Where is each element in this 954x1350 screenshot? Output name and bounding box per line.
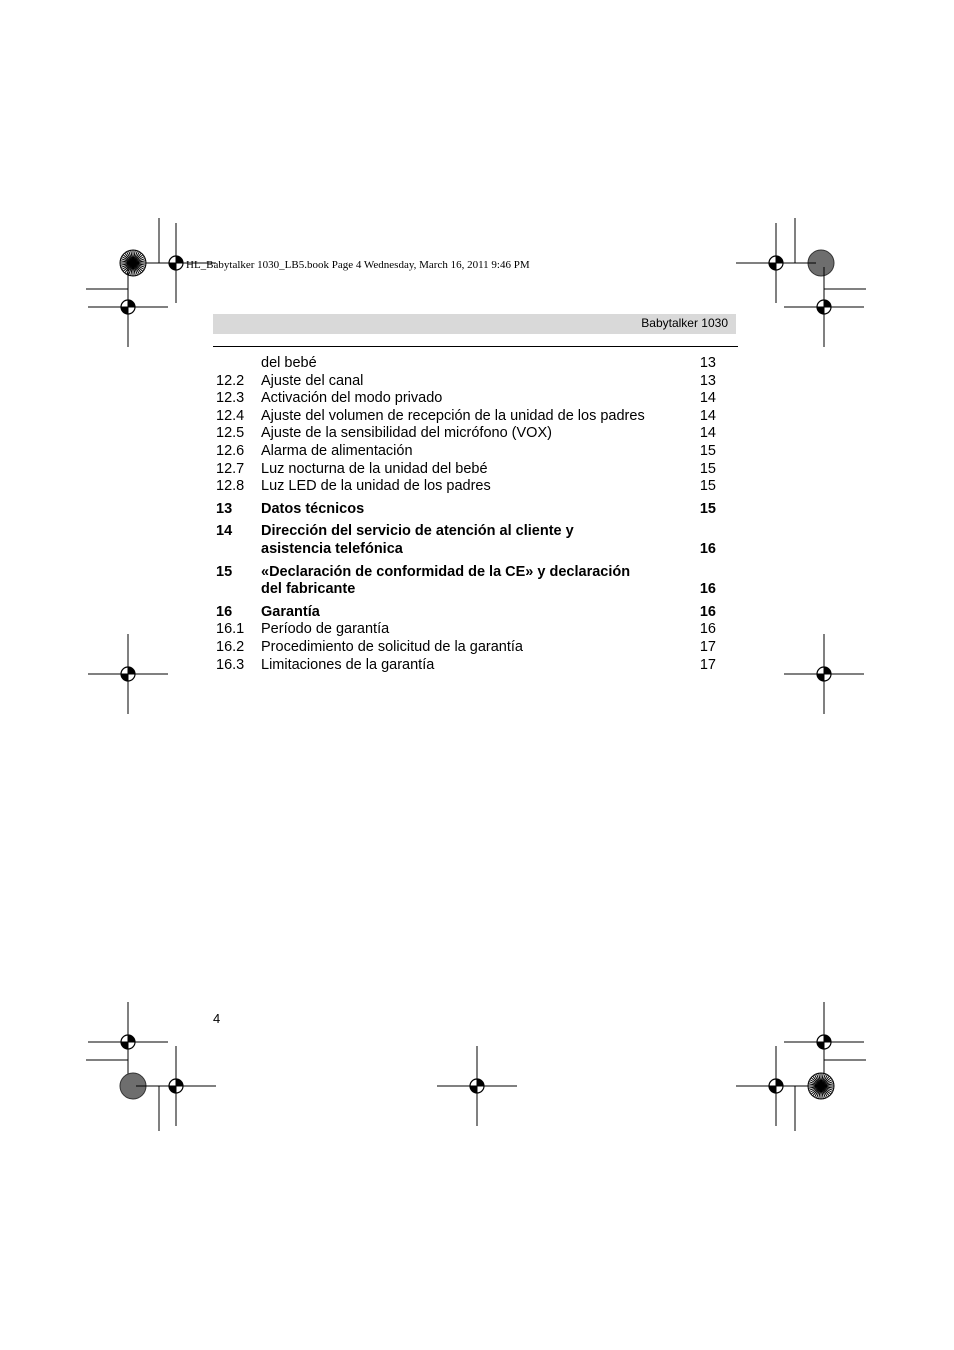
registration-target-quadrant <box>121 307 128 314</box>
registration-target-quadrant <box>769 1086 776 1093</box>
toc-page: 17 <box>699 656 716 673</box>
registration-target-quadrant <box>169 263 176 270</box>
registration-target-quadrant <box>176 256 183 263</box>
toc-entry <box>216 390 716 408</box>
toc-number: 14 <box>216 523 233 540</box>
toc-number: 12.8 <box>216 478 245 495</box>
toc-entry <box>216 373 716 391</box>
toc-number: 15 <box>216 563 233 580</box>
toc-title: del bebé <box>261 355 317 371</box>
toc-number: 12.4 <box>216 407 245 424</box>
registration-target-quadrant <box>776 256 783 263</box>
running-header-title: Babytalker 1030 <box>641 316 728 330</box>
toc-entry <box>216 621 716 639</box>
toc-title: Procedimiento de solicitud de la garantía <box>261 638 523 655</box>
registration-target-quadrant <box>769 263 776 270</box>
toc-entry <box>216 461 716 479</box>
toc-title: Activación del modo privado <box>261 390 443 407</box>
registration-target-quadrant <box>470 1086 477 1093</box>
toc-chapter <box>216 501 716 519</box>
toc-entry <box>216 443 716 461</box>
toc-number: 12.2 <box>216 372 245 389</box>
toc-page: 15 <box>699 478 716 495</box>
toc-page: 15 <box>699 442 716 459</box>
toc-page: 16 <box>699 621 716 638</box>
registration-target-quadrant <box>824 667 831 674</box>
toc-number: 12.3 <box>216 390 245 407</box>
toc-number: 16.3 <box>216 656 245 673</box>
toc-page: 15 <box>699 500 716 517</box>
registration-target-quadrant <box>776 1079 783 1086</box>
toc-title: Datos técnicos <box>261 500 365 517</box>
print-info-line: HL_Babytalker 1030_LB5.book Page 4 Wednesday, March 16, 2011 9:46 PM <box>186 259 530 271</box>
toc-number: 16.1 <box>216 621 245 638</box>
registration-target-quadrant <box>824 300 831 307</box>
registration-target-quadrant <box>817 307 824 314</box>
toc-page: 17 <box>699 638 716 655</box>
toc-entry <box>216 408 716 426</box>
toc-number: 12.7 <box>216 460 245 477</box>
toc-title: Ajuste del canal <box>261 372 364 389</box>
registration-target-quadrant <box>477 1079 484 1086</box>
toc-entry <box>216 355 716 373</box>
toc-chapter <box>216 604 716 622</box>
toc-entry <box>216 478 716 496</box>
toc-entry <box>216 639 716 657</box>
toc-page: 14 <box>699 390 716 407</box>
toc-title: Período de garantía <box>261 621 390 638</box>
toc-page: 16 <box>699 540 716 557</box>
running-header-bar <box>213 314 736 334</box>
registration-target-quadrant <box>128 1035 135 1042</box>
registration-target-quadrant <box>121 674 128 681</box>
toc-entry <box>216 657 716 675</box>
toc-page: 16 <box>699 603 716 620</box>
registration-target-quadrant <box>817 1042 824 1049</box>
toc-title: Garantía <box>261 603 320 620</box>
toc-number: 12.5 <box>216 425 245 442</box>
table-of-contents <box>216 355 716 674</box>
registration-target-quadrant <box>176 1079 183 1086</box>
toc-number: 16.2 <box>216 638 245 655</box>
toc-title: Luz nocturna de la unidad del bebé <box>261 460 488 477</box>
toc-chapter <box>216 564 716 599</box>
toc-number: 16 <box>216 603 233 620</box>
header-rule <box>213 346 738 347</box>
toc-page: 14 <box>699 425 716 442</box>
toc-chapter <box>216 523 716 558</box>
registration-target-quadrant <box>824 1035 831 1042</box>
toc-page: 13 <box>699 355 716 371</box>
toc-number <box>216 355 261 373</box>
registration-target-quadrant <box>128 667 135 674</box>
toc-page: 13 <box>699 372 716 389</box>
page-number: 4 <box>213 1011 221 1026</box>
toc-title: Ajuste del volumen de recepción de la unidad de los padres <box>261 407 645 424</box>
toc-title: Alarma de alimentación <box>261 442 413 459</box>
toc-page: 16 <box>699 581 716 598</box>
registration-target-quadrant <box>817 674 824 681</box>
toc-number: 12.6 <box>216 442 245 459</box>
toc-title: Limitaciones de la garantía <box>261 656 435 673</box>
toc-title: Dirección del servicio de atención al cliente y asistencia telefónica <box>261 523 574 557</box>
toc-number: 13 <box>216 500 233 517</box>
registration-target-quadrant <box>128 300 135 307</box>
toc-page: 15 <box>699 460 716 477</box>
toc-title: Luz LED de la unidad de los padres <box>261 478 491 495</box>
toc-title: «Declaración de conformidad de la CE» y declaración del fabricante <box>261 563 631 598</box>
registration-target-quadrant <box>169 1086 176 1093</box>
registration-target-quadrant <box>121 1042 128 1049</box>
toc-page: 14 <box>699 407 716 424</box>
toc-entry <box>216 425 716 443</box>
toc-title: Ajuste de la sensibilidad del micrófono (VOX) <box>261 425 552 442</box>
